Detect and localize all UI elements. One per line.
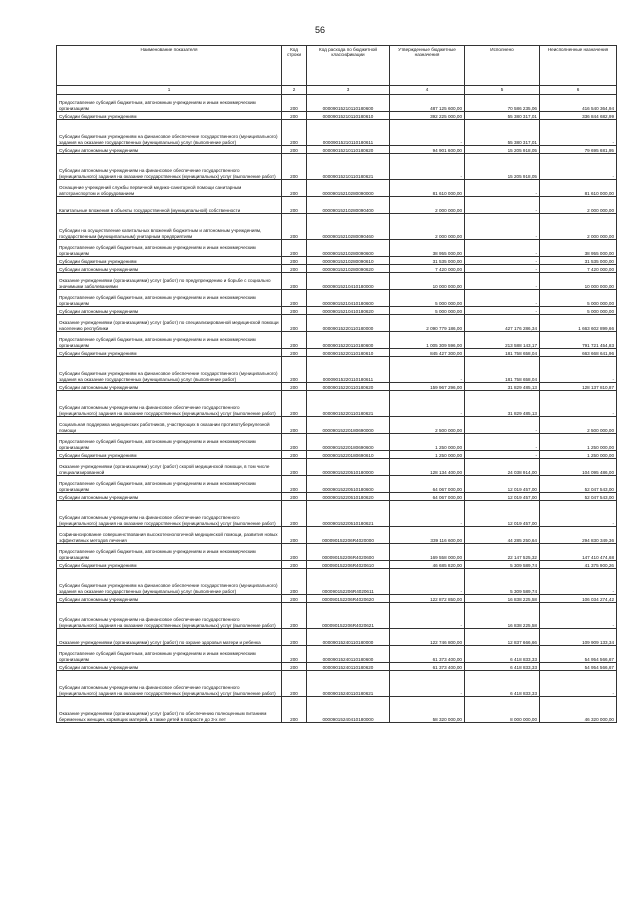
table-row xyxy=(57,332,617,349)
classification-code-cell: 00009015210110180620 xyxy=(307,146,390,154)
approved-amount-cell: 1 005 309 596,00 xyxy=(390,332,465,349)
indicator-name-cell: Предоставление субсидий бюджетным, автономным учреждениям и иным некоммерческим организациям xyxy=(57,332,282,349)
unexecuted-amount-cell: 1 250 000,00 xyxy=(540,451,617,459)
executed-amount-cell: 213 588 143,17 xyxy=(465,332,540,349)
line-code-cell: 200 xyxy=(282,527,307,544)
classification-code-cell: 00009015210280090610 xyxy=(307,257,390,265)
table-row xyxy=(57,595,617,603)
table-row xyxy=(57,671,617,697)
indicator-name-cell: Субсидии автономным учреждениям xyxy=(57,265,282,273)
indicator-name-cell: Субсидии бюджетным учреждениям на финансовое обеспечение государственного (муниципального) задания на оказание государственных (муниципальных) услуг (выполнение работ) xyxy=(57,120,282,146)
approved-amount-cell: - xyxy=(390,603,465,629)
unexecuted-amount-cell: 31 535 000,00 xyxy=(540,257,617,265)
approved-amount-cell: 61 373 400,00 xyxy=(390,646,465,663)
classification-code-cell: 00009015220510180620 xyxy=(307,493,390,501)
approved-amount-cell: - xyxy=(390,154,465,180)
classification-code-cell: 000090152206R4020610 xyxy=(307,561,390,569)
classification-code-cell: 00009015240110180600 xyxy=(307,646,390,663)
executed-amount-cell: 12 019 457,00 xyxy=(465,493,540,501)
table-row xyxy=(57,265,617,273)
executed-amount-cell: 16 838 225,58 xyxy=(465,595,540,603)
unexecuted-amount-cell: 147 410 474,68 xyxy=(540,544,617,561)
classification-code-cell: 00009015210280090600 xyxy=(307,240,390,257)
indicator-name-cell: Предоставление субсидий бюджетным, автономным учреждениям и иным некоммерческим организациям xyxy=(57,95,282,112)
indicator-name-cell: Субсидии автономным учреждениям на финансовое обеспечение государственного (муниципального) задания на оказание государственных (муниципальных) услуг (выполнение работ) xyxy=(57,391,282,417)
table-row xyxy=(57,240,617,257)
approved-amount-cell: 122 746 800,00 xyxy=(390,629,465,646)
line-code-cell: 200 xyxy=(282,146,307,154)
classification-code-cell: 00009015210280090400 xyxy=(307,197,390,214)
table-row xyxy=(57,501,617,527)
executed-amount-cell: - xyxy=(465,417,540,434)
executed-amount-cell: 427 176 286,34 xyxy=(465,315,540,332)
indicator-name-cell: Субсидии бюджетным учреждениям xyxy=(57,257,282,265)
table-row xyxy=(57,459,617,476)
table-row xyxy=(57,146,617,154)
table-row xyxy=(57,112,617,120)
executed-amount-cell: - xyxy=(465,451,540,459)
header-unexecuted: Неисполненные назначения xyxy=(540,46,617,86)
table-row xyxy=(57,561,617,569)
line-code-cell: 200 xyxy=(282,434,307,451)
classification-code-cell: 000090152206R4020620 xyxy=(307,595,390,603)
column-number: 2 xyxy=(282,86,307,95)
table-row xyxy=(57,569,617,595)
approved-amount-cell: 2 000 000,00 xyxy=(390,214,465,240)
indicator-name-cell: Оказание учреждениями (организациями) услуг (работ) по предупреждению и борьбе с социально значимыми заболеваниями xyxy=(57,273,282,290)
executed-amount-cell: 22 147 525,32 xyxy=(465,544,540,561)
approved-amount-cell: 10 000 000,00 xyxy=(390,273,465,290)
unexecuted-amount-cell: 128 137 810,87 xyxy=(540,383,617,391)
unexecuted-amount-cell: - xyxy=(540,569,617,595)
classification-code-cell: 00009015220510180000 xyxy=(307,459,390,476)
unexecuted-amount-cell: 54 954 566,67 xyxy=(540,646,617,663)
indicator-name-cell: Предоставление субсидий бюджетным, автономным учреждениям и иным некоммерческим организациям xyxy=(57,240,282,257)
approved-amount-cell: - xyxy=(390,120,465,146)
line-code-cell: 200 xyxy=(282,476,307,493)
unexecuted-amount-cell: 1 663 602 899,66 xyxy=(540,315,617,332)
approved-amount-cell: - xyxy=(390,569,465,595)
unexecuted-amount-cell: - xyxy=(540,501,617,527)
executed-amount-cell: 44 285 250,64 xyxy=(465,527,540,544)
table-row xyxy=(57,180,617,197)
table-row xyxy=(57,197,617,214)
line-code-cell: 200 xyxy=(282,112,307,120)
line-code-cell: 200 xyxy=(282,257,307,265)
classification-code-cell: 00009015220110180621 xyxy=(307,391,390,417)
line-code-cell: 200 xyxy=(282,501,307,527)
approved-amount-cell: 38 955 000,00 xyxy=(390,240,465,257)
table-row xyxy=(57,307,617,315)
indicator-name-cell: Софинансирование совершенствования высокотехнологичной медицинской помощи, развития новых эффективных методов лечения xyxy=(57,527,282,544)
line-code-cell: 200 xyxy=(282,95,307,112)
line-code-cell: 200 xyxy=(282,595,307,603)
unexecuted-amount-cell: 106 034 274,42 xyxy=(540,595,617,603)
classification-code-cell: 00009015210410180620 xyxy=(307,307,390,315)
classification-code-cell: 00009015210110180621 xyxy=(307,154,390,180)
approved-amount-cell: 7 420 000,00 xyxy=(390,265,465,273)
column-number: 4 xyxy=(390,86,465,95)
classification-code-cell: 000090152206R4020000 xyxy=(307,527,390,544)
table-row xyxy=(57,603,617,629)
table-row xyxy=(57,315,617,332)
column-numbers-row xyxy=(57,86,617,95)
indicator-name-cell: Капитальные вложения в объекты государственной (муниципальной) собственности xyxy=(57,197,282,214)
classification-code-cell: 00009015220180690000 xyxy=(307,417,390,434)
indicator-name-cell: Субсидии бюджетным учреждениям на финансовое обеспечение государственного (муниципального) задания на оказание государственных (муниципальных) услуг (выполнение работ) xyxy=(57,569,282,595)
unexecuted-amount-cell: 5 000 000,00 xyxy=(540,290,617,307)
indicator-name-cell: Оснащение учреждений службы первичной медико-санитарной помощи санитарным автотранспортом и оборудованием xyxy=(57,180,282,197)
approved-amount-cell: 58 320 000,00 xyxy=(390,697,465,723)
executed-amount-cell: - xyxy=(465,265,540,273)
indicator-name-cell: Предоставление субсидий бюджетным, автономным учреждениям и иным некоммерческим организациям xyxy=(57,290,282,307)
table-row xyxy=(57,434,617,451)
unexecuted-amount-cell: 104 095 486,00 xyxy=(540,459,617,476)
line-code-cell: 200 xyxy=(282,315,307,332)
classification-code-cell: 00009015220510180621 xyxy=(307,501,390,527)
column-number: 3 xyxy=(307,86,390,95)
indicator-name-cell: Субсидии бюджетным учреждениям xyxy=(57,451,282,459)
unexecuted-amount-cell: - xyxy=(540,603,617,629)
approved-amount-cell: 94 901 600,00 xyxy=(390,146,465,154)
classification-code-cell: 000090152206R4020611 xyxy=(307,569,390,595)
executed-amount-cell: - xyxy=(465,273,540,290)
approved-amount-cell: 5 000 000,00 xyxy=(390,307,465,315)
line-code-cell: 200 xyxy=(282,349,307,357)
approved-amount-cell: 5 000 000,00 xyxy=(390,290,465,307)
unexecuted-amount-cell: 41 375 900,26 xyxy=(540,561,617,569)
classification-code-cell: 00009015210410180000 xyxy=(307,273,390,290)
classification-code-cell: 00009015220110180620 xyxy=(307,383,390,391)
line-code-cell: 200 xyxy=(282,154,307,180)
table-row xyxy=(57,349,617,357)
unexecuted-amount-cell: 294 830 349,36 xyxy=(540,527,617,544)
classification-code-cell: 00009015210110180611 xyxy=(307,120,390,146)
table-row xyxy=(57,451,617,459)
unexecuted-amount-cell: 2 500 000,00 xyxy=(540,417,617,434)
approved-amount-cell: 339 116 600,00 xyxy=(390,527,465,544)
unexecuted-amount-cell: 52 047 543,00 xyxy=(540,476,617,493)
unexecuted-amount-cell: - xyxy=(540,120,617,146)
approved-amount-cell: 31 535 000,00 xyxy=(390,257,465,265)
line-code-cell: 200 xyxy=(282,663,307,671)
executed-amount-cell: - xyxy=(465,240,540,257)
classification-code-cell: 00009015240110180621 xyxy=(307,671,390,697)
indicator-name-cell: Оказание учреждениями (организациями) услуг (работ) по охране здоровья матери и ребенка xyxy=(57,629,282,646)
approved-amount-cell: 61 373 400,00 xyxy=(390,663,465,671)
executed-amount-cell: 15 205 918,05 xyxy=(465,146,540,154)
indicator-name-cell: Субсидии на осуществление капитальных вложений бюджетным и автономным учреждениям, государственным (муниципальным) унитарным предприятиям xyxy=(57,214,282,240)
line-code-cell: 200 xyxy=(282,290,307,307)
unexecuted-amount-cell: 2 000 000,00 xyxy=(540,214,617,240)
unexecuted-amount-cell: 5 000 000,00 xyxy=(540,307,617,315)
line-code-cell: 200 xyxy=(282,120,307,146)
executed-amount-cell: 12 019 457,00 xyxy=(465,476,540,493)
classification-code-cell: 00009015210280090620 xyxy=(307,265,390,273)
indicator-name-cell: Предоставление субсидий бюджетным, автономным учреждениям и иным некоммерческим организациям xyxy=(57,434,282,451)
classification-code-cell: 00009015210280090000 xyxy=(307,180,390,197)
approved-amount-cell: 2 090 779 186,00 xyxy=(390,315,465,332)
table-row xyxy=(57,357,617,383)
table-row xyxy=(57,493,617,501)
budget-execution-table xyxy=(56,45,617,723)
approved-amount-cell: 2 000 000,00 xyxy=(390,197,465,214)
line-code-cell: 200 xyxy=(282,240,307,257)
unexecuted-amount-cell: 791 721 454,83 xyxy=(540,332,617,349)
executed-amount-cell: 5 309 589,74 xyxy=(465,561,540,569)
classification-code-cell: 00009015210410180600 xyxy=(307,290,390,307)
executed-amount-cell: 55 380 317,01 xyxy=(465,120,540,146)
indicator-name-cell: Субсидии автономным учреждениям xyxy=(57,383,282,391)
approved-amount-cell: 1 250 000,00 xyxy=(390,434,465,451)
unexecuted-amount-cell: 109 909 133,34 xyxy=(540,629,617,646)
approved-amount-cell: 1 250 000,00 xyxy=(390,451,465,459)
table-row xyxy=(57,95,617,112)
unexecuted-amount-cell: 10 000 000,00 xyxy=(540,273,617,290)
line-code-cell: 200 xyxy=(282,493,307,501)
executed-amount-cell: - xyxy=(465,290,540,307)
executed-amount-cell: - xyxy=(465,434,540,451)
header-budget-classification-code: Код расхода по бюджетной классификации xyxy=(307,46,390,86)
classification-code-cell: 00009015220180690610 xyxy=(307,451,390,459)
indicator-name-cell: Предоставление субсидий бюджетным, автономным учреждениям и иным некоммерческим организациям xyxy=(57,476,282,493)
executed-amount-cell: 5 309 589,74 xyxy=(465,569,540,595)
unexecuted-amount-cell: - xyxy=(540,671,617,697)
unexecuted-amount-cell: 46 320 000,00 xyxy=(540,697,617,723)
classification-code-cell: 00009015210280090460 xyxy=(307,214,390,240)
column-number: 1 xyxy=(57,86,282,95)
header-row xyxy=(57,46,617,86)
executed-amount-cell: 70 586 235,06 xyxy=(465,95,540,112)
line-code-cell: 200 xyxy=(282,569,307,595)
indicator-name-cell: Субсидии автономным учреждениям xyxy=(57,493,282,501)
classification-code-cell: 00009015220110180611 xyxy=(307,357,390,383)
executed-amount-cell: 6 418 833,33 xyxy=(465,646,540,663)
approved-amount-cell: - xyxy=(390,501,465,527)
line-code-cell: 200 xyxy=(282,391,307,417)
classification-code-cell: 00009015240110180000 xyxy=(307,629,390,646)
executed-amount-cell: 6 418 833,33 xyxy=(465,663,540,671)
indicator-name-cell: Субсидии бюджетным учреждениям xyxy=(57,561,282,569)
header-executed: Исполнено xyxy=(465,46,540,86)
table-row xyxy=(57,257,617,265)
executed-amount-cell: 24 038 914,00 xyxy=(465,459,540,476)
indicator-name-cell: Оказание учреждениями (организациями) услуг (работ) по специализированной медицинской помощи населению республики xyxy=(57,315,282,332)
approved-amount-cell: 64 067 000,00 xyxy=(390,493,465,501)
header-indicator-name: Наименование показателя xyxy=(57,46,282,86)
approved-amount-cell: 159 967 296,00 xyxy=(390,383,465,391)
table-row xyxy=(57,214,617,240)
classification-code-cell: 00009015220110180000 xyxy=(307,315,390,332)
indicator-name-cell: Субсидии автономным учреждениям xyxy=(57,595,282,603)
executed-amount-cell: - xyxy=(465,307,540,315)
table-row xyxy=(57,154,617,180)
indicator-name-cell: Оказание учреждениями (организациями) услуг (работ) по обеспечению полноценным питанием беременных женщин, кормящих матерей, а также детей в возрасте до 3-х лет xyxy=(57,697,282,723)
indicator-name-cell: Субсидии автономным учреждениям xyxy=(57,663,282,671)
executed-amount-cell: 181 758 658,04 xyxy=(465,349,540,357)
unexecuted-amount-cell: 52 047 543,00 xyxy=(540,493,617,501)
approved-amount-cell: - xyxy=(390,391,465,417)
classification-code-cell: 00009015220110180600 xyxy=(307,332,390,349)
classification-code-cell: 00009015210110180610 xyxy=(307,112,390,120)
line-code-cell: 200 xyxy=(282,417,307,434)
executed-amount-cell: 31 829 485,13 xyxy=(465,391,540,417)
approved-amount-cell: 487 125 600,00 xyxy=(390,95,465,112)
executed-amount-cell: - xyxy=(465,197,540,214)
line-code-cell: 200 xyxy=(282,332,307,349)
executed-amount-cell: 55 380 317,01 xyxy=(465,112,540,120)
approved-amount-cell: 46 685 820,00 xyxy=(390,561,465,569)
approved-amount-cell: 392 225 000,00 xyxy=(390,112,465,120)
header-line-code: Код строки xyxy=(282,46,307,86)
unexecuted-amount-cell: 416 540 364,94 xyxy=(540,95,617,112)
indicator-name-cell: Субсидии бюджетным учреждениям xyxy=(57,349,282,357)
indicator-name-cell: Предоставление субсидий бюджетным, автономным учреждениям и иным некоммерческим организациям xyxy=(57,544,282,561)
column-number: 6 xyxy=(540,86,617,95)
unexecuted-amount-cell: 2 000 000,00 xyxy=(540,197,617,214)
table-row xyxy=(57,527,617,544)
indicator-name-cell: Субсидии автономным учреждениям xyxy=(57,146,282,154)
indicator-name-cell: Субсидии автономным учреждениям xyxy=(57,307,282,315)
executed-amount-cell: 181 758 658,04 xyxy=(465,357,540,383)
approved-amount-cell: - xyxy=(390,357,465,383)
approved-amount-cell: 2 500 000,00 xyxy=(390,417,465,434)
line-code-cell: 200 xyxy=(282,629,307,646)
classification-code-cell: 00009015220180690600 xyxy=(307,434,390,451)
table-row xyxy=(57,697,617,723)
line-code-cell: 200 xyxy=(282,459,307,476)
executed-amount-cell: - xyxy=(465,214,540,240)
line-code-cell: 200 xyxy=(282,544,307,561)
classification-code-cell: 00009015220110180610 xyxy=(307,349,390,357)
approved-amount-cell: 845 427 300,00 xyxy=(390,349,465,357)
unexecuted-amount-cell: - xyxy=(540,391,617,417)
line-code-cell: 200 xyxy=(282,357,307,383)
unexecuted-amount-cell: 79 695 681,95 xyxy=(540,146,617,154)
line-code-cell: 200 xyxy=(282,646,307,663)
table-row xyxy=(57,383,617,391)
page-number: 56 xyxy=(314,25,325,35)
classification-code-cell: 000090152206R4020600 xyxy=(307,544,390,561)
unexecuted-amount-cell: 7 420 000,00 xyxy=(540,265,617,273)
executed-amount-cell: - xyxy=(465,257,540,265)
table-row xyxy=(57,544,617,561)
line-code-cell: 200 xyxy=(282,383,307,391)
classification-code-cell: 00009015240410180000 xyxy=(307,697,390,723)
unexecuted-amount-cell: 38 955 000,00 xyxy=(540,240,617,257)
classification-code-cell: 000090152206R4020621 xyxy=(307,603,390,629)
indicator-name-cell: Субсидии автономным учреждениям на финансовое обеспечение государственного (муниципального) задания на оказание государственных (муниципальных) услуг (выполнение работ) xyxy=(57,501,282,527)
approved-amount-cell: 169 558 000,00 xyxy=(390,544,465,561)
executed-amount-cell: 8 000 000,00 xyxy=(465,697,540,723)
table-row xyxy=(57,663,617,671)
classification-code-cell: 00009015210110180600 xyxy=(307,95,390,112)
approved-amount-cell: - xyxy=(390,671,465,697)
indicator-name-cell: Оказание учреждениями (организациями) услуг (работ) скорой медицинской помощи, в том числе специализированной xyxy=(57,459,282,476)
executed-amount-cell: 31 829 485,13 xyxy=(465,383,540,391)
indicator-name-cell: Предоставление субсидий бюджетным, автономным учреждениям и иным некоммерческим организациям xyxy=(57,646,282,663)
executed-amount-cell: 6 418 833,33 xyxy=(465,671,540,697)
executed-amount-cell: 15 205 918,05 xyxy=(465,154,540,180)
line-code-cell: 200 xyxy=(282,197,307,214)
indicator-name-cell: Субсидии автономным учреждениям на финансовое обеспечение государственного (муниципального) задания на оказание государственных (муниципальных) услуг (выполнение работ) xyxy=(57,603,282,629)
approved-amount-cell: 122 872 850,00 xyxy=(390,595,465,603)
unexecuted-amount-cell: 54 954 566,67 xyxy=(540,663,617,671)
table-row xyxy=(57,391,617,417)
line-code-cell: 200 xyxy=(282,214,307,240)
executed-amount-cell: 12 837 666,66 xyxy=(465,629,540,646)
classification-code-cell: 00009015220510180600 xyxy=(307,476,390,493)
unexecuted-amount-cell: 336 844 682,99 xyxy=(540,112,617,120)
unexecuted-amount-cell: 81 610 000,00 xyxy=(540,180,617,197)
line-code-cell: 200 xyxy=(282,671,307,697)
approved-amount-cell: 64 067 000,00 xyxy=(390,476,465,493)
line-code-cell: 200 xyxy=(282,451,307,459)
unexecuted-amount-cell: - xyxy=(540,154,617,180)
header-approved: Утвержденные бюджетные назначения xyxy=(390,46,465,86)
indicator-name-cell: Субсидии автономным учреждениям на финансовое обеспечение государственного (муниципального) задания на оказание государственных (муниципальных) услуг (выполнение работ) xyxy=(57,154,282,180)
line-code-cell: 200 xyxy=(282,180,307,197)
line-code-cell: 200 xyxy=(282,603,307,629)
line-code-cell: 200 xyxy=(282,265,307,273)
classification-code-cell: 00009015240110180620 xyxy=(307,663,390,671)
line-code-cell: 200 xyxy=(282,273,307,290)
executed-amount-cell: 16 838 225,58 xyxy=(465,603,540,629)
line-code-cell: 200 xyxy=(282,697,307,723)
table-row xyxy=(57,273,617,290)
executed-amount-cell: 12 019 457,00 xyxy=(465,501,540,527)
indicator-name-cell: Субсидии бюджетным учреждениям на финансовое обеспечение государственного (муниципального) задания на оказание государственных (муниципальных) услуг (выполнение работ) xyxy=(57,357,282,383)
table-row xyxy=(57,417,617,434)
unexecuted-amount-cell: 663 668 641,96 xyxy=(540,349,617,357)
indicator-name-cell: Социальная поддержка медицинских работников, участвующих в оказании противотуберкулезной помощи xyxy=(57,417,282,434)
approved-amount-cell: 128 134 400,00 xyxy=(390,459,465,476)
table-row xyxy=(57,646,617,663)
table-row xyxy=(57,290,617,307)
line-code-cell: 200 xyxy=(282,307,307,315)
table-row xyxy=(57,476,617,493)
line-code-cell: 200 xyxy=(282,561,307,569)
approved-amount-cell: 81 610 000,00 xyxy=(390,180,465,197)
indicator-name-cell: Субсидии бюджетным учреждениям xyxy=(57,112,282,120)
unexecuted-amount-cell: 1 250 000,00 xyxy=(540,434,617,451)
unexecuted-amount-cell: - xyxy=(540,357,617,383)
indicator-name-cell: Субсидии автономным учреждениям на финансовое обеспечение государственного (муниципального) задания на оказание государственных (муниципальных) услуг (выполнение работ) xyxy=(57,671,282,697)
column-number: 5 xyxy=(465,86,540,95)
executed-amount-cell: - xyxy=(465,180,540,197)
table-row xyxy=(57,120,617,146)
table-row xyxy=(57,629,617,646)
